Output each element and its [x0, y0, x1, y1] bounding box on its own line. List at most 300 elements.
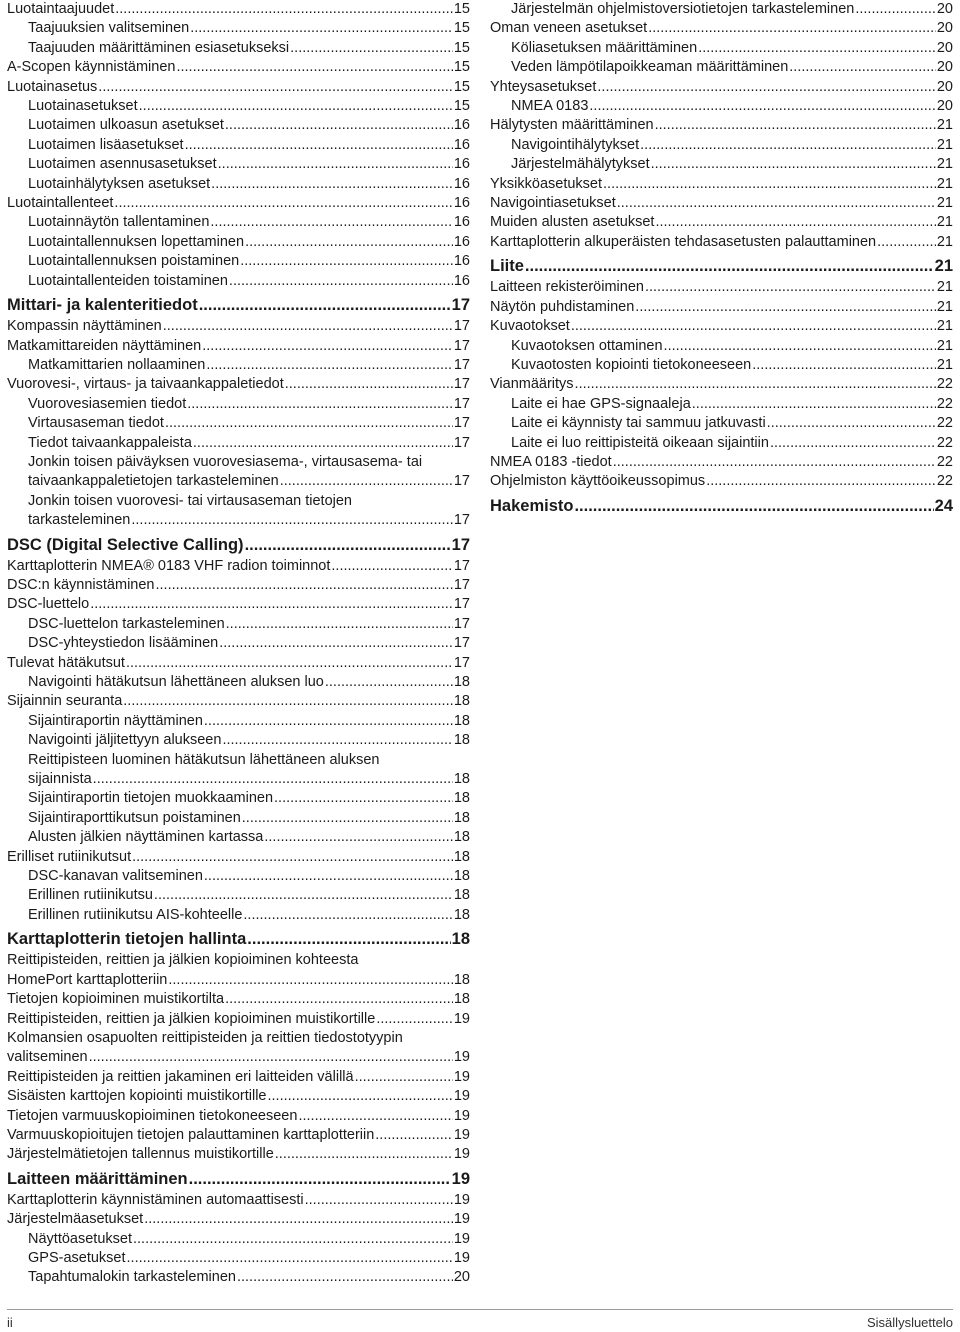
toc-entry-title-continued: valitseminen — [7, 1049, 88, 1066]
toc-page-number: 21 — [936, 136, 953, 153]
dot-leader — [242, 809, 453, 828]
dot-leader — [855, 0, 936, 19]
toc-entry-title: Navigointi jäljitettyyn alukseen — [28, 732, 222, 749]
toc-column-left — [7, 0, 470, 1288]
dot-leader — [222, 731, 452, 750]
dot-leader — [89, 1048, 453, 1067]
toc-entry-title: Vuorovesiasemien tiedot — [28, 395, 187, 412]
toc-entry[interactable] — [7, 1230, 470, 1249]
dot-leader — [133, 1230, 453, 1249]
toc-page-number: 16 — [453, 233, 470, 250]
toc-entry[interactable] — [7, 272, 470, 291]
toc-page-number: 15 — [453, 1, 470, 17]
dot-leader — [305, 1191, 453, 1210]
toc-entry-title: Laitteen määrittäminen — [7, 1169, 188, 1188]
toc-page-number: 17 — [453, 596, 470, 613]
toc-entry-title: Laite ei hae GPS-signaaleja — [511, 395, 691, 412]
toc-entry-title: Vianmääritys — [490, 376, 574, 393]
dot-leader — [597, 78, 935, 97]
toc-page-number: 19 — [453, 1088, 470, 1105]
toc-entry-title: Tiedot taivaankappaleista — [28, 434, 192, 451]
toc-entry-title: Sijainnin seuranta — [7, 693, 123, 710]
toc-entry-title: Kuvaotokset — [490, 318, 570, 335]
toc-entry-title: Sijaintiraportin näyttäminen — [28, 712, 203, 729]
toc-entry[interactable] — [7, 1029, 470, 1068]
toc-entry-title: Luotaintaajuudet — [7, 1, 115, 17]
dot-leader — [617, 194, 936, 213]
toc-page-number: 17 — [453, 337, 470, 354]
toc-page-number: 17 — [453, 615, 470, 632]
toc-entry[interactable] — [7, 414, 470, 433]
toc-page-number: 21 — [936, 337, 953, 354]
dot-leader — [144, 1210, 453, 1229]
toc-entry-title: Navigointi hätäkutsun lähettäneen aluksen luo — [28, 674, 324, 690]
toc-entry[interactable] — [7, 1210, 470, 1229]
toc-entry[interactable] — [7, 78, 470, 97]
toc-page-number: 16 — [453, 214, 470, 231]
toc-entry[interactable] — [7, 731, 470, 750]
toc-page-number: 18 — [453, 829, 470, 846]
toc-page-number: 17 — [453, 473, 470, 490]
toc-entry-title: Virtausaseman tiedot — [28, 415, 164, 432]
toc-page-number: 18 — [453, 848, 470, 865]
toc-entry[interactable] — [7, 233, 470, 252]
toc-entry[interactable] — [7, 1145, 470, 1164]
toc-entry[interactable] — [7, 175, 470, 194]
toc-entry[interactable] — [490, 395, 953, 414]
dot-leader — [132, 848, 453, 867]
toc-entry[interactable] — [490, 213, 953, 232]
toc-page-number: 17 — [453, 512, 470, 529]
dot-leader — [229, 272, 453, 291]
dot-leader — [706, 472, 936, 491]
toc-entry[interactable] — [490, 472, 953, 491]
toc-entry-title: Luotaimen asennusasetukset — [28, 156, 217, 173]
toc-page-number: 22 — [936, 395, 953, 412]
dot-leader — [651, 155, 936, 174]
toc-entry[interactable] — [7, 19, 470, 38]
toc-entry[interactable] — [7, 692, 470, 711]
toc-entry-title: Tietojen varmuuskopioiminen tietokoneeseen — [7, 1107, 298, 1124]
dot-leader — [789, 58, 936, 77]
toc-entry[interactable] — [7, 848, 470, 867]
toc-page-number: 19 — [453, 1191, 470, 1208]
toc-entry[interactable] — [7, 1126, 470, 1145]
toc-entry-title: Kompassin näyttäminen — [7, 318, 162, 335]
toc-entry[interactable] — [490, 453, 953, 472]
toc-entry[interactable] — [490, 434, 953, 453]
toc-entry-title: Luotainnäytön tallentaminen — [28, 214, 210, 231]
toc-entry-title: Alusten jälkien näyttäminen kartassa — [28, 829, 264, 846]
toc-entry[interactable] — [7, 395, 470, 414]
toc-entry[interactable] — [490, 317, 953, 336]
toc-entry[interactable] — [7, 828, 470, 847]
toc-entry-title: Sisäisten karttojen kopiointi muistikortille — [7, 1088, 267, 1105]
toc-page-number: 18 — [453, 991, 470, 1008]
toc-page-number: 19 — [453, 1230, 470, 1247]
toc-page-number: 16 — [453, 253, 470, 270]
toc-entry-title: Karttaplotterin alkuperäisten tehdasasetusten palauttaminen — [490, 233, 877, 250]
dot-leader — [767, 414, 936, 433]
toc-page-number: 19 — [453, 1146, 470, 1163]
toc-entry-title: Köliasetuksen määrittäminen — [511, 39, 698, 56]
toc-entry[interactable] — [490, 58, 953, 77]
toc-page-number: 15 — [453, 20, 470, 37]
toc-entry-title: Luotaintallenteiden toistaminen — [28, 272, 228, 289]
toc-entry[interactable] — [7, 906, 470, 925]
toc-entry-title: Luotaimen ulkoasun asetukset — [28, 117, 224, 134]
dot-leader — [290, 39, 453, 58]
toc-entry-title: Matkamittareiden näyttäminen — [7, 337, 202, 354]
toc-page-number: 16 — [453, 195, 470, 212]
toc-entry[interactable] — [7, 673, 470, 692]
toc-entry[interactable] — [7, 1010, 470, 1029]
dot-leader — [131, 511, 453, 530]
toc-entry-title: Jonkin toisen päiväyksen vuorovesiasema-, virtausasema- tai — [28, 453, 423, 470]
toc-entry[interactable] — [7, 712, 470, 731]
toc-page-number: 17 — [453, 356, 470, 373]
toc-entry-title-continued: taivaankappaletietojen tarkasteleminen — [28, 473, 279, 490]
dot-leader — [126, 654, 453, 673]
dot-leader — [613, 453, 936, 472]
dot-leader — [219, 634, 453, 653]
toc-entry[interactable] — [490, 19, 953, 38]
toc-entry-title: Navigointihälytykset — [511, 136, 640, 153]
footer-page-number: ii — [7, 1315, 13, 1330]
dot-leader — [156, 576, 453, 595]
toc-entry-title: Laite ei luo reittipisteitä oikeaan sijaintiin — [511, 434, 769, 451]
toc-entry[interactable] — [7, 867, 470, 886]
toc-page-number: 19 — [453, 1010, 470, 1027]
toc-entry[interactable] — [7, 356, 470, 375]
toc-entry[interactable] — [7, 809, 470, 828]
dot-leader — [645, 278, 936, 297]
dot-leader — [211, 175, 453, 194]
toc-page-number: 17 — [453, 318, 470, 335]
toc-entry-title: Järjestelmätietojen tallennus muistikortille — [7, 1146, 274, 1163]
toc-entry-title: Luotaintallennuksen poistaminen — [28, 253, 240, 270]
toc-entry-title: Laite ei käynnisty tai sammuu jatkuvasti — [511, 415, 766, 432]
toc-entry[interactable] — [490, 136, 953, 155]
toc-chapter-entry[interactable] — [490, 256, 953, 277]
dot-leader — [206, 356, 453, 375]
dot-leader — [189, 1169, 451, 1190]
toc-page-number: 21 — [936, 117, 953, 134]
toc-entry-title: Näyttöasetukset — [28, 1230, 132, 1247]
toc-page-number: 21 — [936, 318, 953, 335]
toc-entry[interactable] — [7, 789, 470, 808]
dot-leader — [275, 1145, 453, 1164]
toc-page-number: 17 — [453, 635, 470, 652]
toc-entry[interactable] — [490, 298, 953, 317]
toc-page-number: 17 — [453, 557, 470, 574]
toc-page-number: 22 — [936, 434, 953, 451]
toc-entry[interactable] — [7, 1191, 470, 1210]
toc-chapter-entry[interactable] — [7, 929, 470, 950]
toc-page-number: 18 — [453, 732, 470, 749]
toc-entry-title: DSC:n käynnistäminen — [7, 576, 155, 593]
toc-entry[interactable] — [7, 213, 470, 232]
toc-entry[interactable] — [7, 751, 470, 790]
toc-entry[interactable] — [7, 1249, 470, 1268]
toc-entry-title: Karttaplotterin käynnistäminen automaattisesti — [7, 1191, 304, 1208]
toc-page-number: 18 — [453, 693, 470, 710]
toc-entry[interactable] — [7, 1068, 470, 1087]
toc-page-number: 15 — [453, 39, 470, 56]
toc-entry-title: Kolmansien osapuolten reittipisteiden ja reittien tiedostotyypin — [7, 1029, 403, 1046]
toc-page-number: 15 — [453, 59, 470, 76]
toc-entry[interactable] — [490, 414, 953, 433]
dot-leader — [225, 116, 453, 135]
dot-leader — [298, 1107, 452, 1126]
toc-entry-title: Matkamittarien nollaaminen — [28, 356, 206, 373]
toc-entry[interactable] — [7, 951, 470, 990]
toc-entry[interactable] — [7, 492, 470, 531]
dot-leader — [204, 867, 453, 886]
toc-page-number: 18 — [453, 971, 470, 988]
toc-entry-title: Reittipisteiden, reittien ja jälkien kopioiminen kohteesta — [7, 952, 359, 969]
toc-page-number: 19 — [453, 1249, 470, 1266]
toc-page-number: 21 — [936, 233, 953, 250]
toc-page-number: 15 — [453, 98, 470, 115]
toc-page-number: 17 — [453, 376, 470, 393]
toc-entry[interactable] — [490, 278, 953, 297]
toc-entry[interactable] — [7, 434, 470, 453]
toc-entry-title: Taajuuden määrittäminen esiasetukseksi — [28, 39, 290, 56]
toc-entry[interactable] — [7, 654, 470, 673]
toc-entry[interactable] — [490, 0, 953, 19]
dot-leader — [247, 929, 450, 950]
toc-entry[interactable] — [490, 175, 953, 194]
dot-leader — [98, 78, 453, 97]
toc-entry[interactable] — [7, 886, 470, 905]
toc-entry[interactable] — [490, 78, 953, 97]
toc-entry-title: Luotainasetukset — [28, 98, 138, 115]
dot-leader — [655, 213, 935, 232]
toc-entry[interactable] — [490, 233, 953, 252]
dot-leader — [355, 1068, 453, 1087]
toc-page-number: 18 — [453, 771, 470, 788]
toc-entry[interactable] — [7, 453, 470, 492]
dot-leader — [640, 136, 936, 155]
dot-leader — [655, 116, 936, 135]
toc-entry-title: DSC-yhteystiedon lisääminen — [28, 635, 219, 652]
dot-leader — [571, 317, 936, 336]
toc-entry[interactable] — [7, 116, 470, 135]
toc-entry-title: Luotaimen lisäasetukset — [28, 136, 184, 153]
toc-entry-title: Luotaintallenteet — [7, 195, 114, 212]
toc-entry-title: Hälytysten määrittäminen — [490, 117, 654, 134]
dot-leader — [589, 97, 935, 116]
toc-entry[interactable] — [490, 337, 953, 356]
toc-entry[interactable] — [7, 194, 470, 213]
toc-entry-title: Mittari- ja kalenteritiedot — [7, 296, 198, 315]
dot-leader — [698, 39, 936, 58]
dot-leader — [243, 906, 452, 925]
dot-leader — [752, 356, 936, 375]
dot-leader — [264, 828, 453, 847]
toc-entry-title: Hakemisto — [490, 496, 574, 515]
dot-leader — [168, 971, 452, 990]
toc-chapter-entry[interactable] — [490, 496, 953, 517]
toc-entry-title: Järjestelmäasetukset — [7, 1211, 144, 1228]
toc-entry-title: Erillinen rutiinikutsu AIS-kohteelle — [28, 906, 243, 923]
dot-leader — [635, 298, 936, 317]
toc-page-number: 15 — [453, 78, 470, 95]
toc-entry-title: Veden lämpötilapoikkeaman määrittäminen — [511, 59, 789, 76]
dot-leader — [375, 1126, 453, 1145]
dot-leader — [190, 19, 453, 38]
toc-page-number: 16 — [453, 136, 470, 153]
toc-entry-title: Sijaintiraportin tietojen muokkaaminen — [28, 790, 274, 807]
toc-entry[interactable] — [490, 116, 953, 135]
toc-entry[interactable] — [7, 155, 470, 174]
dot-leader — [770, 434, 936, 453]
toc-page-number: 18 — [453, 790, 470, 807]
toc-page-number: 20 — [936, 78, 953, 95]
toc-page-number: 21 — [936, 195, 953, 212]
dot-leader — [163, 317, 453, 336]
toc-entry[interactable] — [490, 97, 953, 116]
toc-page-number: 20 — [936, 39, 953, 56]
toc-page-number: 19 — [453, 1126, 470, 1143]
dot-leader — [127, 1249, 453, 1268]
toc-page-number: 19 — [453, 1211, 470, 1228]
toc-chapter-entry[interactable] — [7, 535, 470, 556]
toc-page-number: 17 — [453, 654, 470, 671]
toc-entry[interactable] — [7, 1107, 470, 1126]
toc-page-number: 18 — [453, 906, 470, 923]
toc-entry[interactable] — [7, 634, 470, 653]
toc-entry-title: Näytön puhdistaminen — [490, 298, 635, 315]
toc-page-number: 20 — [936, 20, 953, 37]
toc-page-number: 18 — [453, 868, 470, 885]
toc-entry[interactable] — [490, 155, 953, 174]
toc-page-number: 17 — [451, 535, 470, 554]
toc-entry-title: Erilliset rutiinikutsut — [7, 848, 132, 865]
toc-entry-title: Reittipisteiden, reittien ja jälkien kopioiminen muistikortille — [7, 1010, 376, 1027]
toc-entry[interactable] — [7, 97, 470, 116]
toc-page-number: 16 — [453, 117, 470, 134]
toc-entry-title: Luotainhälytyksen asetukset — [28, 175, 211, 192]
dot-leader — [115, 0, 453, 19]
toc-entry-title: Tapahtumalokin tarkasteleminen — [28, 1269, 236, 1286]
toc-entry[interactable] — [7, 615, 470, 634]
dot-leader — [123, 692, 453, 711]
toc-page-number: 18 — [453, 712, 470, 729]
toc-page-number: 18 — [453, 674, 470, 690]
toc-chapter-entry[interactable] — [7, 1169, 470, 1190]
dot-leader — [185, 136, 453, 155]
toc-chapter-entry[interactable] — [7, 295, 470, 316]
dot-leader — [187, 395, 453, 414]
toc-page-number: 20 — [453, 1269, 470, 1286]
dot-leader — [199, 295, 451, 316]
dot-leader — [603, 175, 936, 194]
dot-leader — [202, 337, 453, 356]
toc-page-number: 22 — [936, 376, 953, 393]
toc-entry-title: Vuorovesi-, virtaus- ja taivaankappaletiedot — [7, 376, 284, 393]
toc-entry-title: Laitteen rekisteröiminen — [490, 279, 644, 296]
toc-page-number: 17 — [451, 296, 470, 315]
dot-leader — [325, 673, 453, 692]
toc-entry-title: Kuvaotosten kopiointi tietokoneeseen — [511, 356, 752, 373]
toc-page-number: 18 — [453, 809, 470, 826]
toc-entry[interactable] — [7, 557, 470, 576]
toc-entry[interactable] — [7, 990, 470, 1009]
toc-entry[interactable] — [7, 252, 470, 271]
footer-section-title: Sisällysluettelo — [867, 1315, 953, 1330]
toc-entry[interactable] — [7, 317, 470, 336]
toc-entry-title: Kuvaotoksen ottaminen — [511, 337, 663, 354]
toc-page-number: 19 — [453, 1049, 470, 1066]
toc-page-number: 18 — [451, 930, 470, 949]
dot-leader — [210, 213, 452, 232]
dot-leader — [268, 1087, 453, 1106]
toc-entry[interactable] — [7, 0, 470, 19]
dot-leader — [664, 337, 936, 356]
toc-column-right — [490, 0, 953, 518]
toc-entry[interactable] — [7, 136, 470, 155]
toc-entry-title: Tietojen kopioiminen muistikortilta — [7, 991, 225, 1008]
toc-entry-title: Reittipisteiden ja reittien jakaminen eri laitteiden välillä — [7, 1068, 354, 1085]
toc-entry[interactable] — [490, 375, 953, 394]
toc-page-number: 21 — [936, 214, 953, 231]
dot-leader — [237, 1268, 453, 1287]
toc-entry[interactable] — [7, 1087, 470, 1106]
toc-entry-title: NMEA 0183 -tiedot — [490, 453, 612, 470]
toc-page-number: 20 — [936, 1, 953, 17]
toc-entry-title: GPS-asetukset — [28, 1249, 126, 1266]
toc-entry-title: Sijaintiraporttikutsun poistaminen — [28, 809, 241, 826]
toc-entry[interactable] — [490, 356, 953, 375]
toc-entry-title: A-Scopen käynnistäminen — [7, 59, 176, 76]
dot-leader — [575, 375, 936, 394]
toc-entry-title: Varmuuskopioitujen tietojen palauttaminen karttaplotteriin — [7, 1126, 375, 1143]
toc-page-number: 17 — [453, 395, 470, 412]
toc-page-number: 17 — [453, 415, 470, 432]
toc-entry[interactable] — [7, 1268, 470, 1287]
toc-entry-title: Muiden alusten asetukset — [490, 214, 655, 231]
toc-entry-title: Luotaintallennuksen lopettaminen — [28, 233, 245, 250]
toc-entry[interactable] — [7, 595, 470, 614]
toc-entry[interactable] — [490, 194, 953, 213]
toc-entry[interactable] — [7, 337, 470, 356]
page-footer — [7, 1309, 953, 1330]
toc-entry[interactable] — [7, 58, 470, 77]
toc-entry-title: Taajuuksien valitseminen — [28, 20, 190, 37]
dot-leader — [114, 194, 452, 213]
toc-page-number: 17 — [453, 434, 470, 451]
dot-leader — [280, 472, 453, 491]
dot-leader — [285, 375, 453, 394]
toc-page-number: 21 — [936, 279, 953, 296]
toc-entry[interactable] — [7, 39, 470, 58]
toc-entry[interactable] — [490, 39, 953, 58]
toc-entry[interactable] — [7, 375, 470, 394]
toc-entry[interactable] — [7, 576, 470, 595]
dot-leader — [648, 19, 936, 38]
toc-page-number: 21 — [936, 298, 953, 315]
toc-entry-title: Reittipisteen luominen hätäkutsun lähettäneen aluksen — [28, 751, 380, 768]
dot-leader — [877, 233, 936, 252]
toc-entry-title: DSC (Digital Selective Calling) — [7, 535, 244, 554]
toc-page-number: 22 — [936, 415, 953, 432]
dot-leader — [165, 414, 453, 433]
toc-page-number: 16 — [453, 156, 470, 173]
toc-entry-title: Jonkin toisen vuorovesi- tai virtausaseman tietojen — [28, 492, 352, 509]
toc-entry-title: DSC-kanavan valitseminen — [28, 868, 203, 885]
